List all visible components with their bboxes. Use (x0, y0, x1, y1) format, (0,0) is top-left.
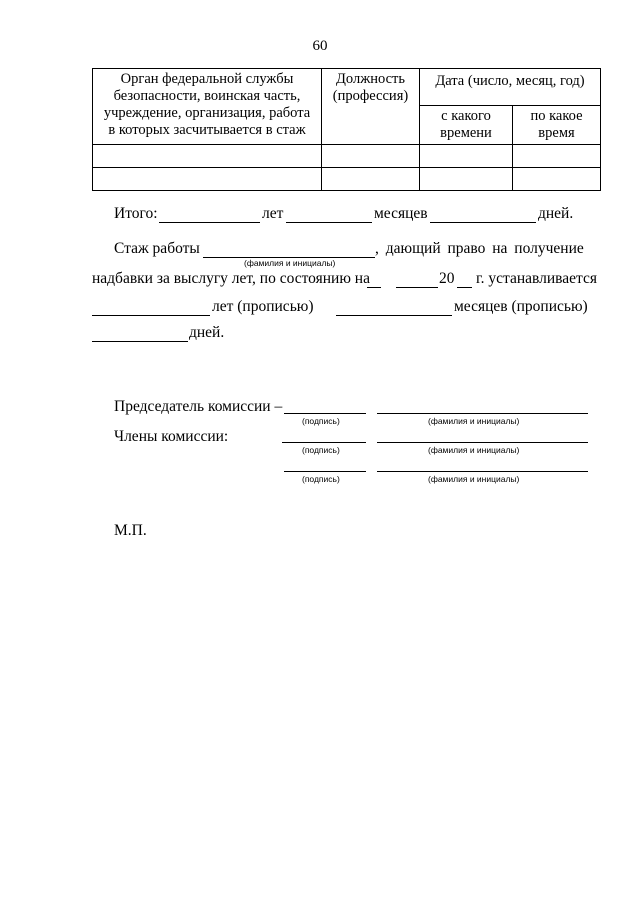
service-years-label: лет (прописью) (212, 298, 314, 315)
total-days-field[interactable] (430, 222, 536, 223)
member2-signature-field[interactable] (284, 471, 366, 472)
total-label: Итого: (114, 205, 158, 222)
total-months-field[interactable] (286, 222, 372, 223)
header-from-text: с какого времени (440, 108, 492, 141)
total-days-label: дней. (538, 205, 574, 222)
table-cell[interactable] (322, 145, 420, 168)
name-hint: (фамилия и инициалы) (428, 445, 520, 455)
service-months-label: месяцев (прописью) (454, 298, 588, 315)
members-label: Члены комиссии: (114, 428, 229, 445)
table-cell[interactable] (93, 145, 322, 168)
total-years-field[interactable] (159, 222, 260, 223)
header-date (420, 69, 601, 106)
chairman-signature-field[interactable] (284, 413, 366, 414)
year-prefix: 20 (439, 270, 455, 287)
table-cell[interactable] (513, 145, 601, 168)
member1-signature-field[interactable] (282, 442, 366, 443)
header-to (513, 106, 601, 145)
name-hint: (фамилия и инициалы) (428, 416, 520, 426)
service-months-field[interactable] (336, 315, 452, 316)
date-month-field[interactable] (396, 287, 438, 288)
signature-hint: (подпись) (302, 474, 340, 484)
total-months-label: месяцев (374, 205, 428, 222)
member1-name-field[interactable] (377, 442, 588, 443)
chairman-label: Председатель комиссии – (114, 398, 283, 415)
total-years-label: лет (262, 205, 284, 222)
table-row (93, 168, 601, 191)
chairman-name-field[interactable] (377, 413, 588, 414)
name-hint: (фамилия и инициалы) (428, 474, 520, 484)
service-name-hint: (фамилия и инициалы) (244, 258, 336, 268)
table-cell[interactable] (93, 168, 322, 191)
header-date-text: Дата (число, месяц, год) (435, 73, 585, 89)
service-years-field[interactable] (92, 315, 210, 316)
signature-hint: (подпись) (302, 416, 340, 426)
service-table (92, 68, 601, 191)
header-organization-text: Орган федеральной службы безопасности, воинская часть, учреждение, организация, работа в которых засчитывается в стаж (103, 71, 311, 138)
table-cell[interactable] (322, 168, 420, 191)
service-days-label: дней. (189, 324, 225, 341)
service-line2: надбавки за выслугу лет, по состоянию на (92, 270, 370, 287)
service-days-field[interactable] (92, 341, 188, 342)
table-cell[interactable] (420, 168, 513, 191)
date-year-field[interactable] (457, 287, 472, 288)
header-from (420, 106, 513, 145)
signature-hint: (подпись) (302, 445, 340, 455)
header-to-text: по какое время (530, 108, 583, 141)
service-prefix: Стаж работы (114, 240, 200, 257)
member2-name-field[interactable] (377, 471, 588, 472)
year-suffix: г. устанавливается (476, 270, 597, 287)
stamp-label: М.П. (114, 522, 147, 539)
page-number: 60 (312, 38, 328, 54)
header-position (322, 69, 420, 145)
header-position-text: Должность (профессия) (332, 71, 409, 104)
header-organization (93, 69, 322, 145)
service-suffix: , дающий право на получение (375, 240, 584, 257)
table-cell[interactable] (420, 145, 513, 168)
table-cell[interactable] (513, 168, 601, 191)
date-day-field[interactable] (367, 287, 381, 288)
table-row (93, 145, 601, 168)
